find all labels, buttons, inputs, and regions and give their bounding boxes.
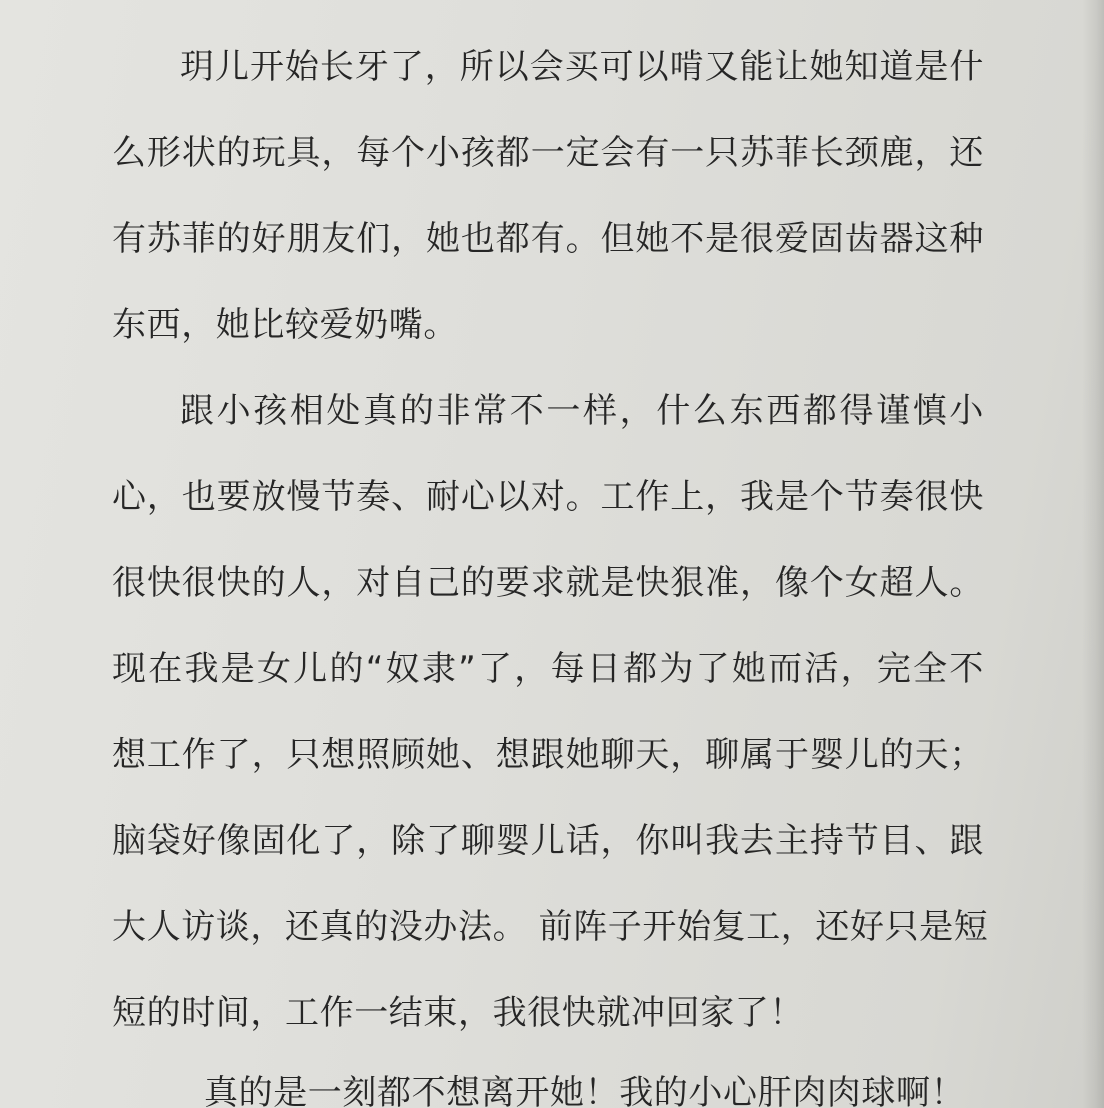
text-line: 很快很快的人，对自己的要求就是快狠准，像个女超人。 bbox=[112, 563, 984, 603]
partial-text-line: 真的是一刻都不想离开她！我的小心肝肉肉球啊！ bbox=[204, 1073, 966, 1108]
text-line: 想工作了，只想照顾她、想跟她聊天，聊属于婴儿的天； bbox=[112, 735, 984, 775]
text-line: 跟小孩相处真的非常不一样，什么东西都得谨慎小 bbox=[180, 391, 984, 431]
text-line: 现在我是女儿的“奴隶”了，每日都为了她而活，完全不 bbox=[112, 649, 984, 689]
book-text bbox=[112, 24, 989, 1056]
page-edge-shadow bbox=[1082, 0, 1104, 1108]
text-line: 脑袋好像固化了，除了聊婴儿话，你叫我去主持节目、跟 bbox=[112, 821, 984, 861]
text-line: 么形状的玩具，每个小孩都一定会有一只苏菲长颈鹿，还 bbox=[112, 133, 984, 173]
text-line: 心，也要放慢节奏、耐心以对。工作上，我是个节奏很快 bbox=[112, 477, 984, 517]
text-line: 玥儿开始长牙了，所以会买可以啃又能让她知道是什 bbox=[180, 47, 984, 87]
text-line: 短的时间，工作一结束，我很快就冲回家了！ bbox=[112, 993, 804, 1033]
text-line: 有苏菲的好朋友们，她也都有。但她不是很爱固齿器这种 bbox=[112, 219, 984, 259]
paragraph-2 bbox=[112, 368, 989, 1056]
text-line: 东西，她比较爱奶嘴。 bbox=[112, 305, 458, 345]
text-line: 大人访谈，还真的没办法。 前阵子开始复工，还好只是短 bbox=[112, 907, 989, 947]
paragraph-1 bbox=[112, 24, 984, 368]
